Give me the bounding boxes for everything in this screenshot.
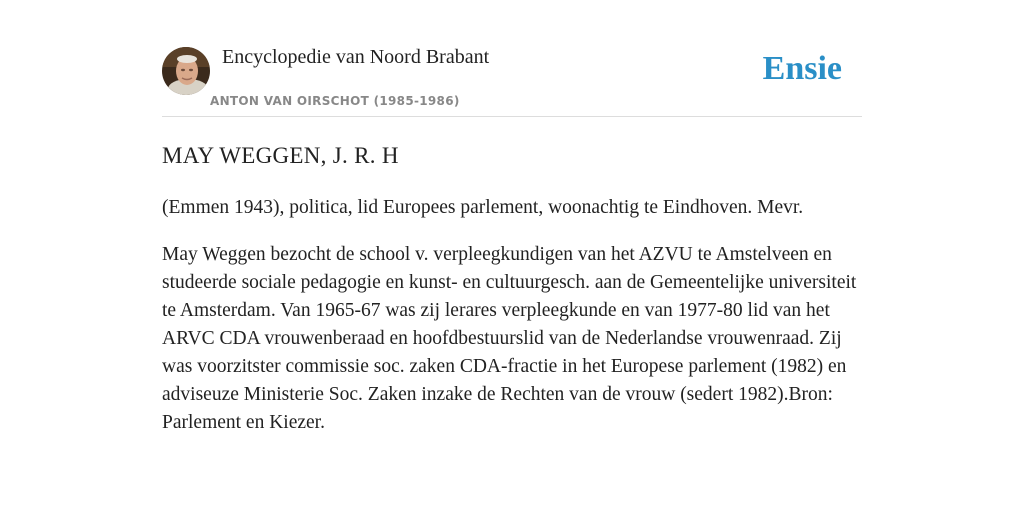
author-portrait-icon (162, 47, 210, 95)
article-card (162, 44, 862, 437)
entry-paragraph-1: (Emmen 1943), politica, lid Europees parlement, woonachtig te Eindhoven. Mevr. (162, 197, 804, 218)
source-header (162, 44, 862, 117)
encyclopedia-title[interactable]: Encyclopedie van Noord Brabant (222, 46, 490, 68)
author-avatar[interactable] (162, 47, 210, 95)
entry-paragraph-2: May Weggen bezocht de school v. verpleegkundigen van het AZVU te Amstelveen en studeerde sociale pedagogie en kunst- en cultuurgesch. aan de Gemeentelijke universiteit te Amsterdam. Van 1965-67 was zij lerares verpleegkunde en van 1977-80 lid van het ARVC CDA vrouwenberaad en hoofdbestuurslid van de Nederlandse vrouwenraad. Zij was voorzitster commissie soc. zaken CDA-fractie in het Europese parlement (1982) en adviseuze Ministerie Soc. Zaken inzake de Rechten van de vrouw (sedert 1982).Bron: Parlement en Kiezer. (162, 244, 857, 433)
brand-logo[interactable]: Ensie (762, 50, 842, 87)
entry-title: MAY WEGGEN, J. R. H (162, 143, 399, 168)
author-credit: ANTON VAN OIRSCHOT (1985-1986) (210, 94, 460, 108)
